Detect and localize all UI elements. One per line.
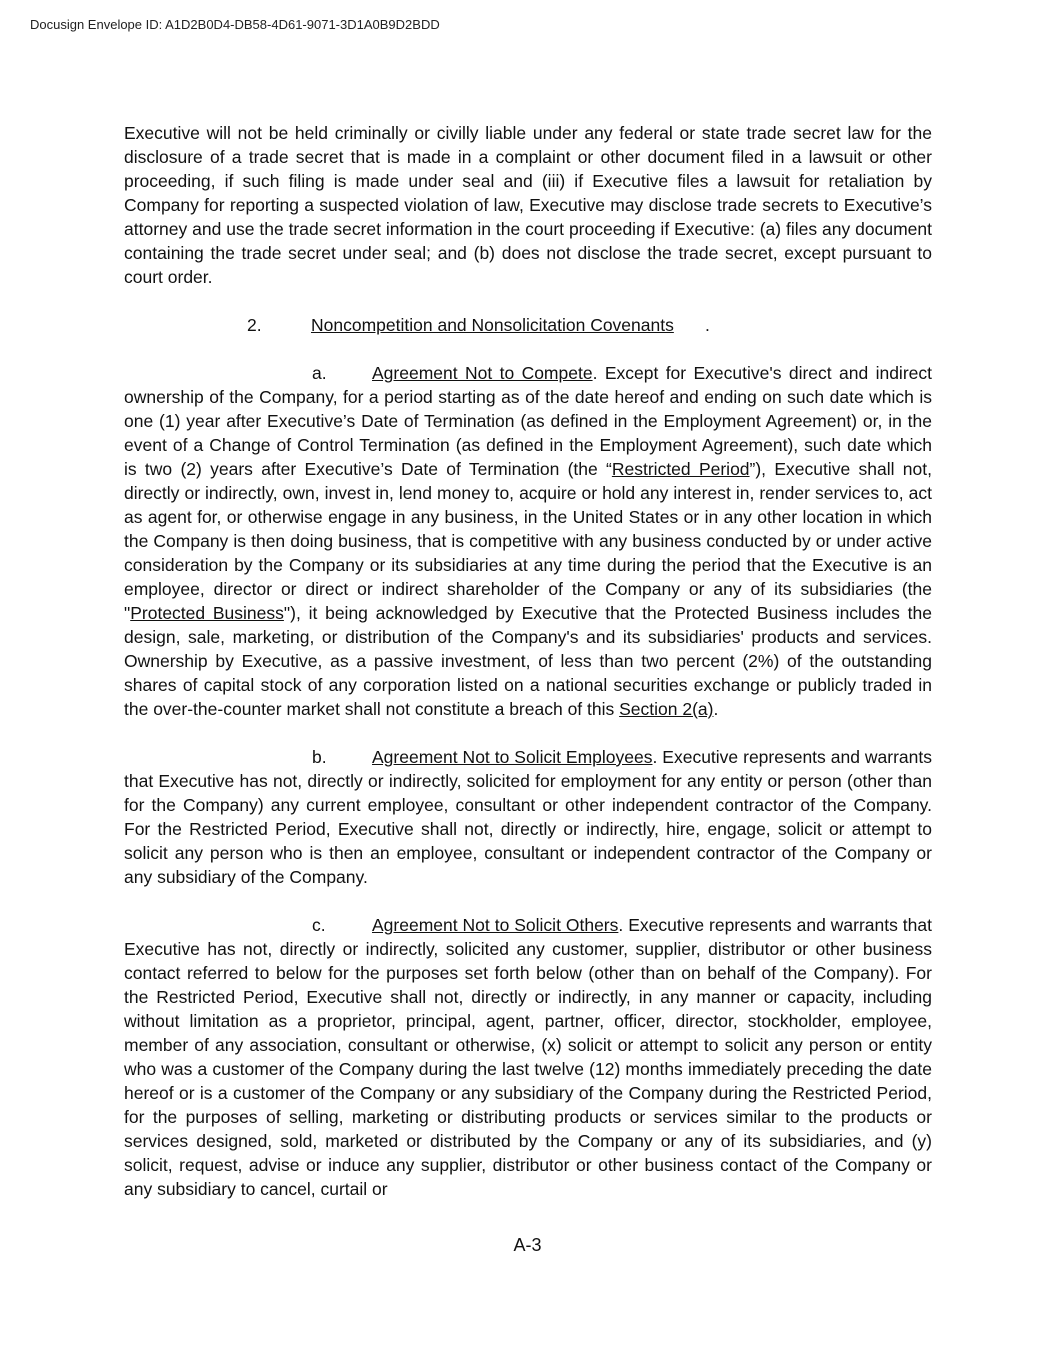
section-2-number: 2. bbox=[247, 315, 262, 335]
subsection-b-marker: b. bbox=[312, 747, 327, 767]
document-body bbox=[124, 121, 932, 1201]
envelope-id: Docusign Envelope ID: A1D2B0D4-DB58-4D61-9071-3D1A0B9D2BDD bbox=[30, 17, 440, 32]
subsection-a-text-4: . bbox=[713, 699, 719, 719]
subsection-a bbox=[124, 361, 932, 721]
section-2a-reference: Section 2(a) bbox=[619, 699, 714, 719]
subsection-a-text-1: . Except for Executive's direct and indirect ownership of the Company, for a period starting as of the date hereof and ending on such date which is one (1) year after Executive’s Date of Termination (as defined in the Employment Agreement) or, in the event of a Change of Control Termination (as defined in the Employment Agreement), such date which is two (2) years after Executive’s Date of Termination (the “ bbox=[124, 363, 932, 479]
section-2-heading bbox=[124, 313, 932, 337]
subsection-c-marker: c. bbox=[312, 915, 326, 935]
protected-business-term: Protected Business bbox=[130, 603, 284, 623]
subsection-a-text-3: "), it being acknowledged by Executive that the Protected Business includes the design, sale, marketing, or distribution of the Company's and its subsidiaries' products and services. Ownership by Executive, as a passive investment, of less than two percent (2%) of the outstanding shares of capital stock of any corporation listed on a national securities exchange or publicly traded in the over-the-counter market shall not constitute a breach of this bbox=[124, 603, 932, 719]
subsection-a-title: Agreement Not to Compete bbox=[372, 363, 593, 383]
subsection-b bbox=[124, 745, 932, 889]
page-number: A-3 bbox=[513, 1235, 542, 1255]
intro-paragraph: Executive will not be held criminally or civilly liable under any federal or state trade secret law for the disclosure of a trade secret that is made in a complaint or other document filed in a lawsuit or other proceeding, if such filing is made under seal and (iii) if Executive files a lawsuit for retaliation by Company for reporting a suspected violation of law, Executive may disclose trade secrets to Executive’s attorney and use the trade secret information in the court proceeding if Executive: (a) files any document containing the trade secret under seal; and (b) does not disclose the trade secret, except pursuant to court order. bbox=[124, 123, 932, 287]
subsection-b-title: Agreement Not to Solicit Employees bbox=[372, 747, 653, 767]
subsection-a-text-2: ”), Executive shall not, directly or indirectly, own, invest in, lend money to, acquire or hold any interest in, render services to, act as agent for, or otherwise engage in any business, in the United States or in any other location in which the Company is then doing business, that is competitive with any business conducted by or under active consideration by the Company or its subsidiaries at any time during the period that the Executive is an employee, director or direct or indirect shareholder of the Company or any of its subsidiaries (the " bbox=[124, 459, 932, 623]
subsection-c bbox=[124, 913, 932, 1201]
restricted-period-term: Restricted Period bbox=[611, 459, 750, 479]
subsection-b-text: . Executive represents and warrants that Executive has not, directly or indirectly, solicited for employment for any entity or person (other than for the Company) any current employee, consultant or other independent contractor of the Company. For the Restricted Period, Executive shall not, directly or indirectly, hire, engage, solicit or attempt to solicit any person who is then an employee, consultant or independent contractor of the Company or any subsidiary of the Company. bbox=[124, 747, 932, 887]
subsection-c-title: Agreement Not to Solicit Others bbox=[372, 915, 619, 935]
subsection-a-marker: a. bbox=[312, 363, 327, 383]
section-2-title: Noncompetition and Nonsolicitation Covenants bbox=[311, 315, 674, 335]
section-2-title-suffix: . bbox=[705, 315, 710, 335]
subsection-c-text: . Executive represents and warrants that Executive has not, directly or indirectly, solicited any customer, supplier, distributor or other business contact referred to below for the purposes set forth below (other than on behalf of the Company). For the Restricted Period, Executive shall not, directly or indirectly, in any manner or capacity, including without limitation as a proprietor, principal, agent, partner, officer, director, stockholder, employee, member of any association, consultant or otherwise, (x) solicit or attempt to solicit any person or entity who was a customer of the Company during the last twelve (12) months immediately preceding the date hereof or is a customer of the Company or any subsidiary of the Company during the Restricted Period, for the purposes of selling, marketing or distributing products or services similar to the products or services designed, sold, marketed or distributed by the Company or any of its subsidiaries, and (y) solicit, request, advise or induce any supplier, distributor or other business contact of the Company or any subsidiary to cancel, curtail or bbox=[124, 915, 932, 1199]
